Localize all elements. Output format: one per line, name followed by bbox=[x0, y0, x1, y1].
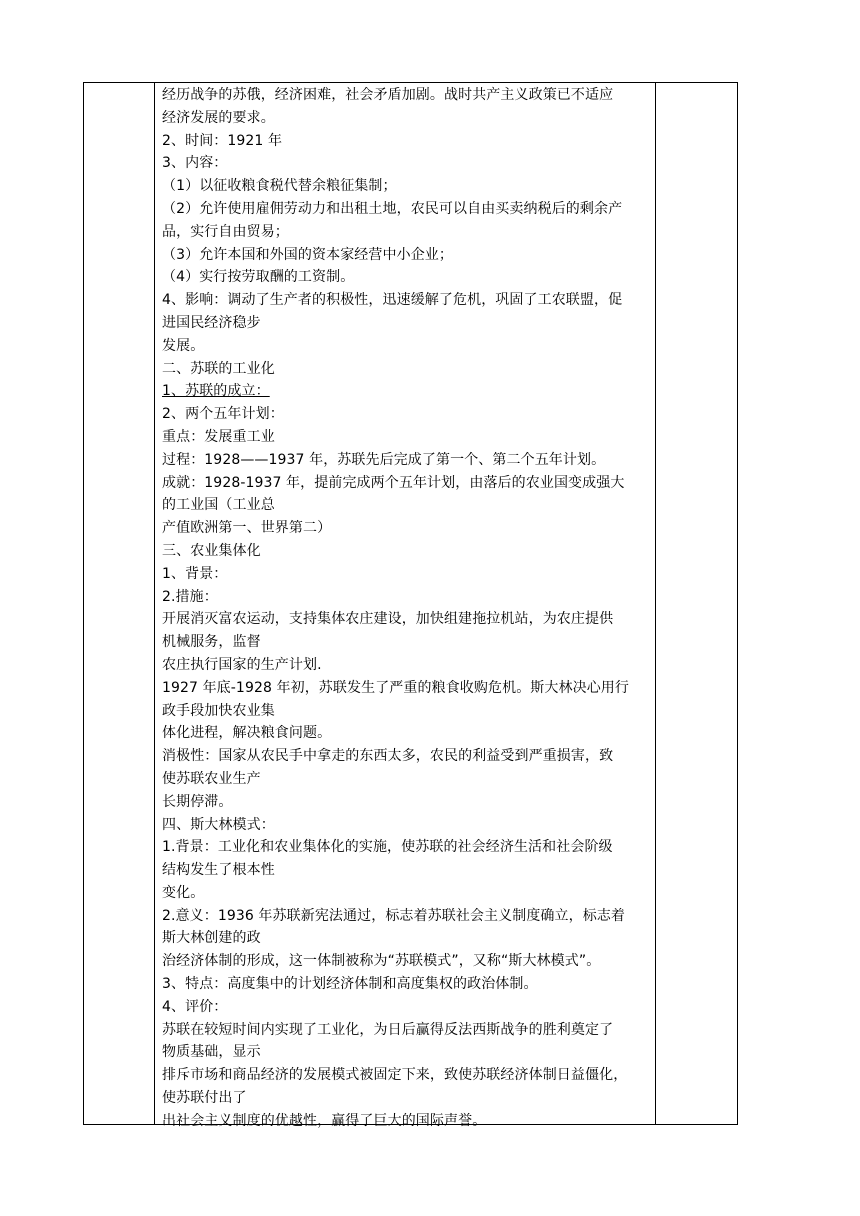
text-line: 发展。 bbox=[162, 337, 205, 354]
text-line-underlined: 1、苏联的成立： bbox=[162, 383, 270, 400]
text-line: 4、评价： bbox=[162, 998, 228, 1015]
text-line: （3）允许本国和外国的资本家经营中小企业； bbox=[162, 246, 454, 263]
text-line: 开展消灭富农运动，支持集体农庄建设，加快组建拖拉机站，为农庄提供 bbox=[162, 611, 614, 628]
text-line: 农庄执行国家的生产计划. bbox=[162, 656, 322, 673]
text-line: 政手段加快农业集 bbox=[162, 702, 275, 719]
text-line: （2）允许使用雇佣劳动力和出租土地，农民可以自由买卖纳税后的剩余产 bbox=[162, 200, 623, 217]
content-cell bbox=[162, 83, 662, 1133]
text-line: 使苏联农业生产 bbox=[162, 770, 261, 787]
text-line: （1）以征收粮食税代替余粮征集制； bbox=[162, 178, 397, 195]
text-line: 经历战争的苏俄，经济困难，社会矛盾加剧。战时共产主义政策已不适应 bbox=[162, 87, 614, 103]
text-line: 变化。 bbox=[162, 884, 205, 901]
section-heading: 四、斯大林模式： bbox=[162, 816, 275, 833]
document-table bbox=[83, 82, 738, 1129]
text-line: 1927 年底-1928 年初，苏联发生了严重的粮食收购危机。斯大林决心用行 bbox=[162, 679, 630, 696]
text-line: 3、特点：高度集中的计划经济体制和高度集权的政治体制。 bbox=[162, 976, 538, 993]
text-line: 长期停滞。 bbox=[162, 793, 233, 810]
text-line: 体化进程，解决粮食问题。 bbox=[162, 725, 332, 742]
text-line: 的工业国（工业总 bbox=[162, 497, 275, 514]
text-line: 4、影响：调动了生产者的积极性，迅速缓解了危机，巩固了工农联盟，促 bbox=[162, 292, 623, 309]
text-line: 2、时间：1921 年 bbox=[162, 132, 283, 149]
text-line: 物质基础，显示 bbox=[162, 1044, 261, 1061]
text-line: 经济发展的要求。 bbox=[162, 109, 275, 126]
text-line: 进国民经济稳步 bbox=[162, 314, 261, 331]
text-line: 成就：1928-1937 年，提前完成两个五年计划，由落后的农业国变成强大 bbox=[162, 474, 625, 491]
section-heading: 二、苏联的工业化 bbox=[162, 360, 275, 377]
text-line: （4）实行按劳取酬的工资制。 bbox=[162, 269, 355, 286]
text-line: 3、内容： bbox=[162, 155, 228, 172]
text-line: 出社会主义制度的优越性，赢得了巨大的国际声誉。 bbox=[162, 1112, 487, 1129]
text-line: 2.措施： bbox=[162, 588, 218, 605]
text-line: 过程：1928——1937 年，苏联先后完成了第一个、第二个五年计划。 bbox=[162, 451, 606, 468]
text-line: 产值欧洲第一、世界第二） bbox=[162, 520, 332, 537]
text-line: 结构发生了根本性 bbox=[162, 862, 275, 879]
text-line: 2、两个五年计划： bbox=[162, 406, 284, 423]
column-divider-left bbox=[154, 83, 155, 1124]
text-line: 2.意义：1936 年苏联新宪法通过，标志着苏联社会主义制度确立，标志着 bbox=[162, 907, 626, 924]
text-line: 重点：发展重工业 bbox=[162, 428, 275, 445]
text-line: 消极性：国家从农民手中拿走的东西太多，农民的利益受到严重损害，致 bbox=[162, 748, 614, 765]
text-line: 1.背景：工业化和农业集体化的实施，使苏联的社会经济生活和社会阶级 bbox=[162, 839, 613, 856]
text-line: 品，实行自由贸易； bbox=[162, 223, 289, 240]
text-line: 治经济体制的形成，这一体制被称为“苏联模式”，又称“斯大林模式”。 bbox=[162, 953, 601, 970]
text-line: 苏联在较短时间内实现了工业化，为日后赢得反法西斯战争的胜利奠定了 bbox=[162, 1021, 614, 1038]
text-line: 使苏联付出了 bbox=[162, 1090, 247, 1107]
text-line: 排斥市场和商品经济的发展模式被固定下来，致使苏联经济体制日益僵化， bbox=[162, 1067, 628, 1084]
text-line: 机械服务，监督 bbox=[162, 634, 261, 651]
text-line: 斯大林创建的政 bbox=[162, 930, 261, 947]
section-heading: 三、农业集体化 bbox=[162, 542, 261, 559]
text-line: 1、背景： bbox=[162, 565, 228, 582]
